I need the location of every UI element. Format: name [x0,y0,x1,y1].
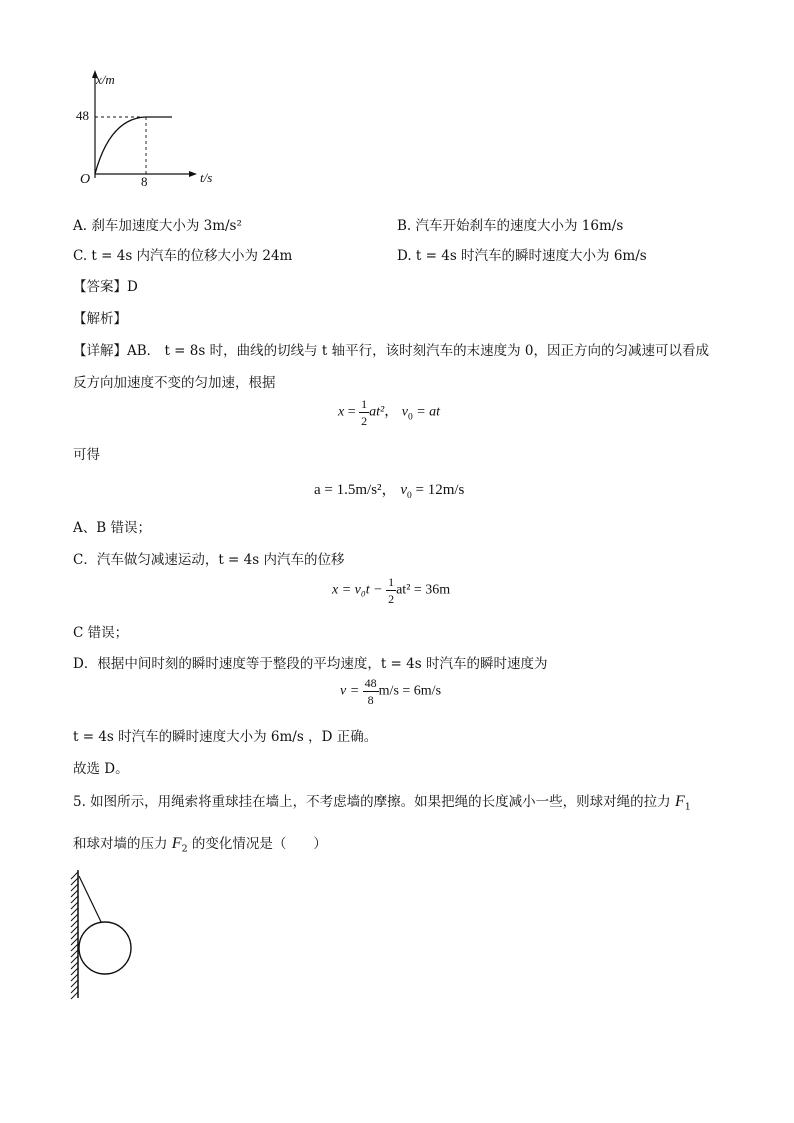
detail-line-2: 反方向加速度不变的匀加速，根据 [73,375,276,391]
question-5-line-1 [73,790,691,813]
detail-line-1: 【详解】AB． t = 8s 时，曲线的切线与 t 轴平行，该时刻汽车的末速度为 0，因正方向的匀减速可以看成 [73,343,709,359]
y-axis-label: x/m [96,72,115,87]
question-5-line-2 [73,832,327,855]
fraction-numerator-48: 48 [364,676,377,690]
fraction-denominator-2: 2 [388,592,395,606]
option-d: D. t = 4s 时汽车的瞬时速度大小为 6m/s [397,248,647,264]
detail-get: 可得 [73,447,100,463]
option-c: C. t = 4s 内汽车的位移大小为 24m [73,248,293,264]
detail-d-correct: t = 4s 时汽车的瞬时速度大小为 6m/s ，D 正确。 [73,729,378,745]
question-5-text-1: 5. 如图所示，用绳索将重球挂在墙上，不考虑墙的摩擦。如果把绳的长度减小一些，则球对绳的拉力 [73,794,671,810]
origin-label: O [80,172,91,187]
equation-results: a = 1.5m/s²， $v_0 = 12m/s$ [314,482,465,501]
fraction-48-8 [363,677,379,706]
force-f2: F [171,835,182,852]
option-a: A. 刹车加速度大小为 3m/s² [73,218,242,234]
fraction-half [359,398,369,427]
y-tick-48: 48 [76,108,89,123]
eq-result-36: at² = 36m [396,582,451,598]
displacement-curve [95,117,172,174]
eq-v0: v [401,404,408,420]
eq-equals: = [347,404,356,420]
x-axis-arrow [189,171,197,177]
equation-displacement-velocity: x = $\frac{1}{2}$ at²， $v_0$ = at [338,397,441,428]
eq-equals-at: = at [416,404,441,420]
eq-v0-sub: 0 [407,412,413,423]
eq-velocity-tail: m/s = 6m/s [378,683,442,699]
x-axis-label: t/s [200,170,213,185]
detail-choose: 故选 D。 [73,761,129,777]
detail-c-text: C．汽车做匀减速运动，t = 4s 内汽车的位移 [73,552,345,568]
rope [79,876,103,926]
fraction-denominator-8: 8 [367,693,374,707]
eq-sub-expr: x = v₀t − [332,582,383,598]
question-5-text-2a: 和球对墙的压力 [73,836,168,852]
fraction-numerator: 1 [361,397,368,411]
equation-instant-velocity [340,677,441,706]
fraction-numerator-2: 1 [388,575,395,589]
option-b: B. 汽车开始刹车的速度大小为 16m/s [397,218,624,234]
detail-ab-wrong: A、B 错误； [73,520,151,536]
eq-at2: at² [369,404,385,420]
eq-v0-sub-2: 0 [406,491,412,501]
detail-c-wrong: C 错误； [73,625,129,641]
force-f1: F [674,793,685,810]
force-f1-sub: 1 [684,801,691,813]
fraction-half-2 [386,576,396,605]
hanging-ball-figure [66,866,146,1001]
eq-v0-2: v [400,482,407,498]
analysis-label: 【解析】 [73,311,127,327]
fraction-denominator: 2 [361,414,368,428]
x-tick-8: 8 [141,174,148,189]
wall-hatching [71,872,78,999]
eq-a-value: a = 1.5m/s² [314,482,382,498]
answer-label: 【答案】D [73,279,138,295]
equation-displacement-4s [332,576,450,605]
eq-v0-value: = 12m/s [415,482,465,498]
question-5-text-2b: 的变化情况是（ ） [191,836,327,852]
ball [79,922,131,974]
force-f2-sub: 2 [181,843,188,855]
eq-v: v = [340,683,360,699]
detail-d-text: D．根据中间时刻的瞬时速度等于整段的平均速度，t = 4s 时汽车的瞬时速度为 [73,656,548,672]
eq-x: x [338,404,345,420]
